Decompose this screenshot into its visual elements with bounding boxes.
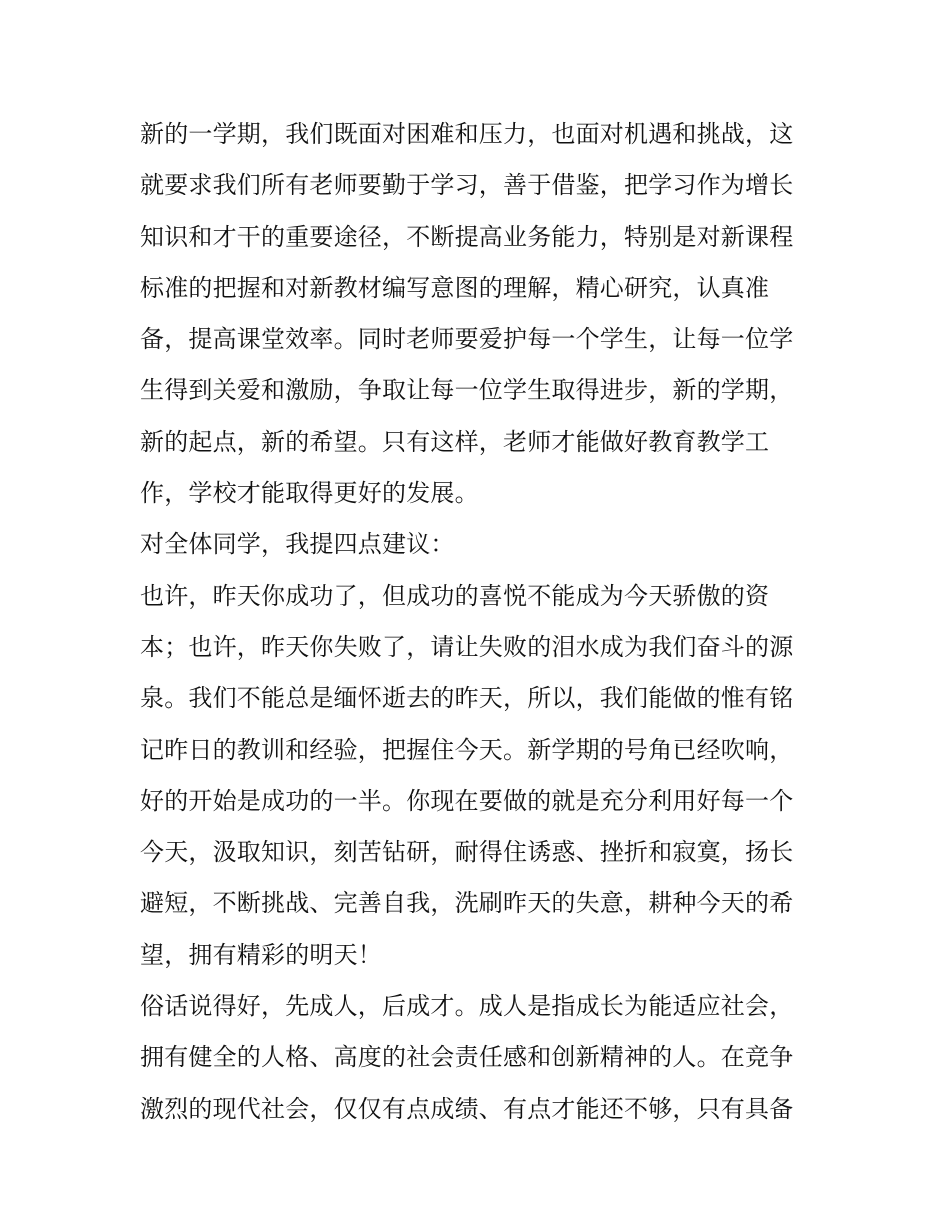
text-line: 泉。我们不能总是缅怀逝去的昨天，所以，我们能做的惟有铭 xyxy=(140,684,794,713)
text-line: 作，学校才能取得更好的发展。 xyxy=(140,479,479,508)
text-line: 生得到关爱和激励，争取让每一位学生取得进步，新的学期， xyxy=(140,376,794,405)
text-line: 本；也许，昨天你失败了，请让失败的泪水成为我们奋斗的源 xyxy=(140,632,794,661)
document-body-text xyxy=(140,109,820,1135)
text-line: 知识和才干的重要途径，不断提高业务能力，特别是对新课程 xyxy=(140,222,794,251)
text-line: 避短，不断挑战、完善自我，洗刷昨天的失意，耕种今天的希 xyxy=(140,889,794,918)
text-line: 记昨日的教训和经验，把握住今天。新学期的号角已经吹响， xyxy=(140,735,794,764)
text-line: 今天，汲取知识，刻苦钻研，耐得住诱惑、挫折和寂寞，扬长 xyxy=(140,838,794,867)
text-line: 备，提高课堂效率。同时老师要爱护每一个学生，让每一位学 xyxy=(140,325,794,354)
text-line: 标准的把握和对新教材编写意图的理解，精心研究，认真准 xyxy=(140,273,770,302)
text-line: 就要求我们所有老师要勤于学习，善于借鉴，把学习作为增长 xyxy=(140,171,794,200)
text-line: 好的开始是成功的一半。你现在要做的就是充分利用好每一个 xyxy=(140,786,794,815)
text-line: 望，拥有精彩的明天！ xyxy=(140,940,382,969)
text-line: 新的一学期，我们既面对困难和压力，也面对机遇和挑战，这 xyxy=(140,120,794,148)
text-line: 俗话说得好，先成人，后成才。成人是指成长为能适应社会， xyxy=(140,992,794,1021)
text-line: 也许，昨天你成功了，但成功的喜悦不能成为今天骄傲的资 xyxy=(140,581,770,610)
text-line: 新的起点，新的希望。只有这样，老师才能做好教育教学工 xyxy=(140,427,770,456)
text-line: 拥有健全的人格、高度的社会责任感和创新精神的人。在竞争 xyxy=(140,1043,794,1072)
text-line: 激烈的现代社会，仅仅有点成绩、有点才能还不够，只有具备 xyxy=(140,1094,794,1123)
text-line: 对全体同学，我提四点建议： xyxy=(140,530,455,559)
